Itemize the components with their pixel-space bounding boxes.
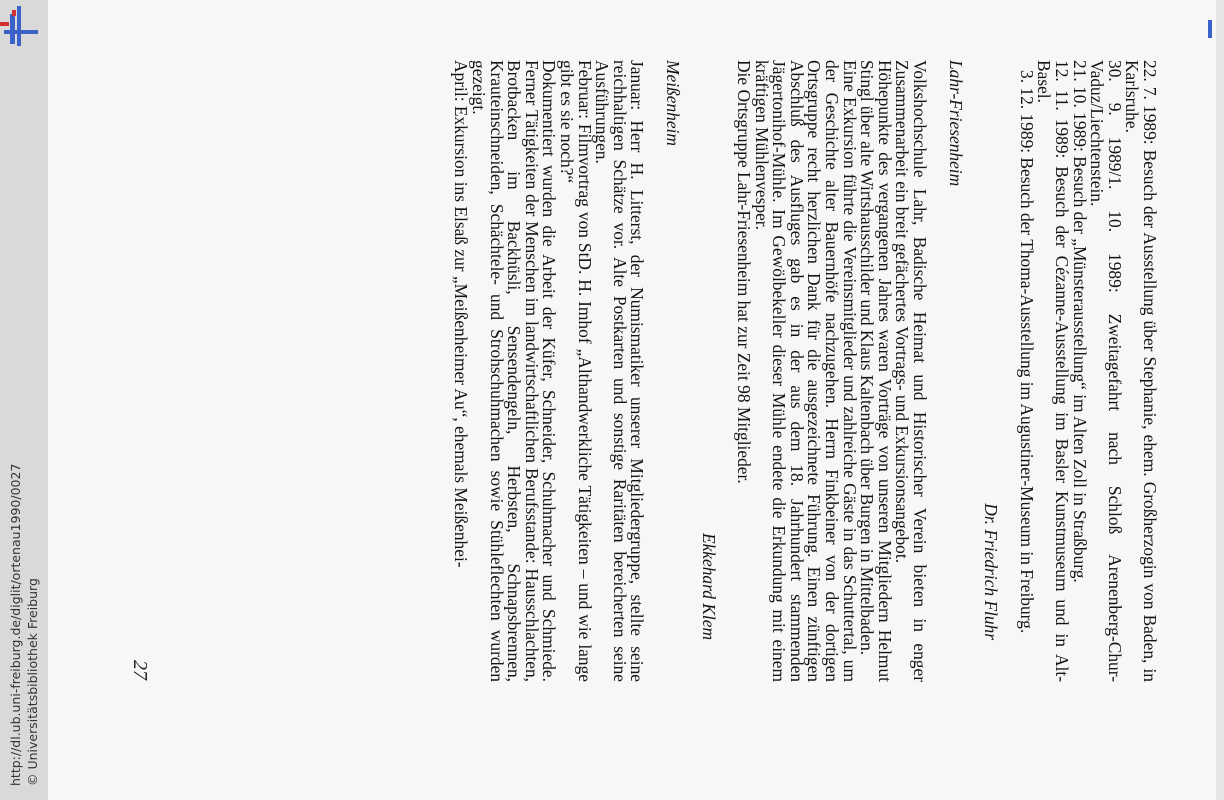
text-line: 12. 11. 1989: Besuch der Cézanne-Ausstellung im Basler Kunstmuseum und in Alt-Basel. <box>1034 60 1073 682</box>
rotated-page-content <box>48 0 1216 800</box>
paragraph: Februar: Filmvortrag von StD. H. Imhof „Althandwerkliche Tätigkeiten – und wie lange gibt es sie noch?“ <box>556 60 595 682</box>
section-heading: Meißenheim <box>662 60 683 146</box>
signature: Ekkehard Klem <box>698 532 719 640</box>
copyright-text: © Universitätsbibliothek Freiburg <box>25 578 40 786</box>
paragraph: Die Ortsgruppe Lahr-Friesenheim hat zur Zeit 98 Mitglieder. <box>734 60 755 484</box>
viewer-sidebar <box>0 0 48 800</box>
source-url-link[interactable]: http://dl.ub.uni-freiburg.de/diglit/ortenau1990/0027 <box>8 463 23 786</box>
section-heading: Lahr-Friesenheim <box>945 60 966 187</box>
text-line: 21. 10. 1989: Besuch der „Münsterausstellung“ im Alten Zoll in Straßburg. <box>1069 60 1090 583</box>
paragraph: Dokumentiert wurden die Arbeit der Küfer, Schneider, Schuhmacher und Schmiede. Ferner Tätigkeiten der Menschen im landwirtschaftlichen Berufsstande: Hausschlachten, Brotbacken im Backhüsli, Sensendengeln, Herbsten, Schnapsbrennen, Krauteinschneiden, Schächtele- und Strohschuhmachen sowie Stühleflechten wurden gezeigt. <box>469 60 560 682</box>
page-number: 27 <box>129 660 151 680</box>
paragraph: Eine Exkursion führte die Vereinsmitglieder und zahlreiche Gäste in das Schuttertal, um der Geschichte alter Bauernhöfe nachzugehen. Herrn Finkbeiner von der dortigen Ortsgruppe recht herzlichen Dank für die ausgezeichnete Führung. Einen zünftigen Abschluß des Ausfluges gab es in der aus dem 18. Jahrhundert stammenden Jägertonihof-Mühle. Im Gewölbekeller dieser Mühle endete die Erkundung mit einem kräftigen Mühlenvesper. <box>751 60 860 682</box>
attribution <box>0 0 48 800</box>
paragraph: Volkshochschule Lahr, Badische Heimat und Historischer Verein bieten in enger Zusammenarbeit ein breit gefächertes Vortrags- und Exkursionsangebot. <box>892 60 931 682</box>
scanned-page <box>48 0 1216 800</box>
paragraph: Höhepunkte des vergangenen Jahres waren Vorträge von unseren Mitgliedern Helmut Stingl über alte Wirtshausschilder und Klaus Kaltenbach über Burgen in Mittelbaden. <box>857 60 895 682</box>
page-text <box>452 60 1158 682</box>
signature: Dr. Friedrich Fluhr <box>981 503 1002 640</box>
text-line: 3. 12. 1989: Besuch der Thoma-Ausstellung im Augustiner-Museum in Freiburg. <box>1016 70 1037 634</box>
text-line: 30. 9. 1989/1. 10. 1989: Zweitagefahrt nach Schloß Arenenberg-Chur-Vaduz/Liechtenstein. <box>1087 60 1125 682</box>
paragraph: Januar: Herr H. Litterst, der Numismatiker unserer Mitgliedergruppe, stellte seine reichhaltigen Schätze vor. Alte Postkarten und sonstige Raritäten bereicherten seine Ausführungen. <box>592 60 648 682</box>
paragraph: April: Exkursion ins Elsaß zur „Meißenheimer Au“, ehemals Meißenhei- <box>451 60 472 568</box>
text-line: 22. 7. 1989: Besuch der Ausstellung über Stephanie, ehem. Großherzogin von Baden, in Karlsruhe. <box>1122 60 1160 682</box>
